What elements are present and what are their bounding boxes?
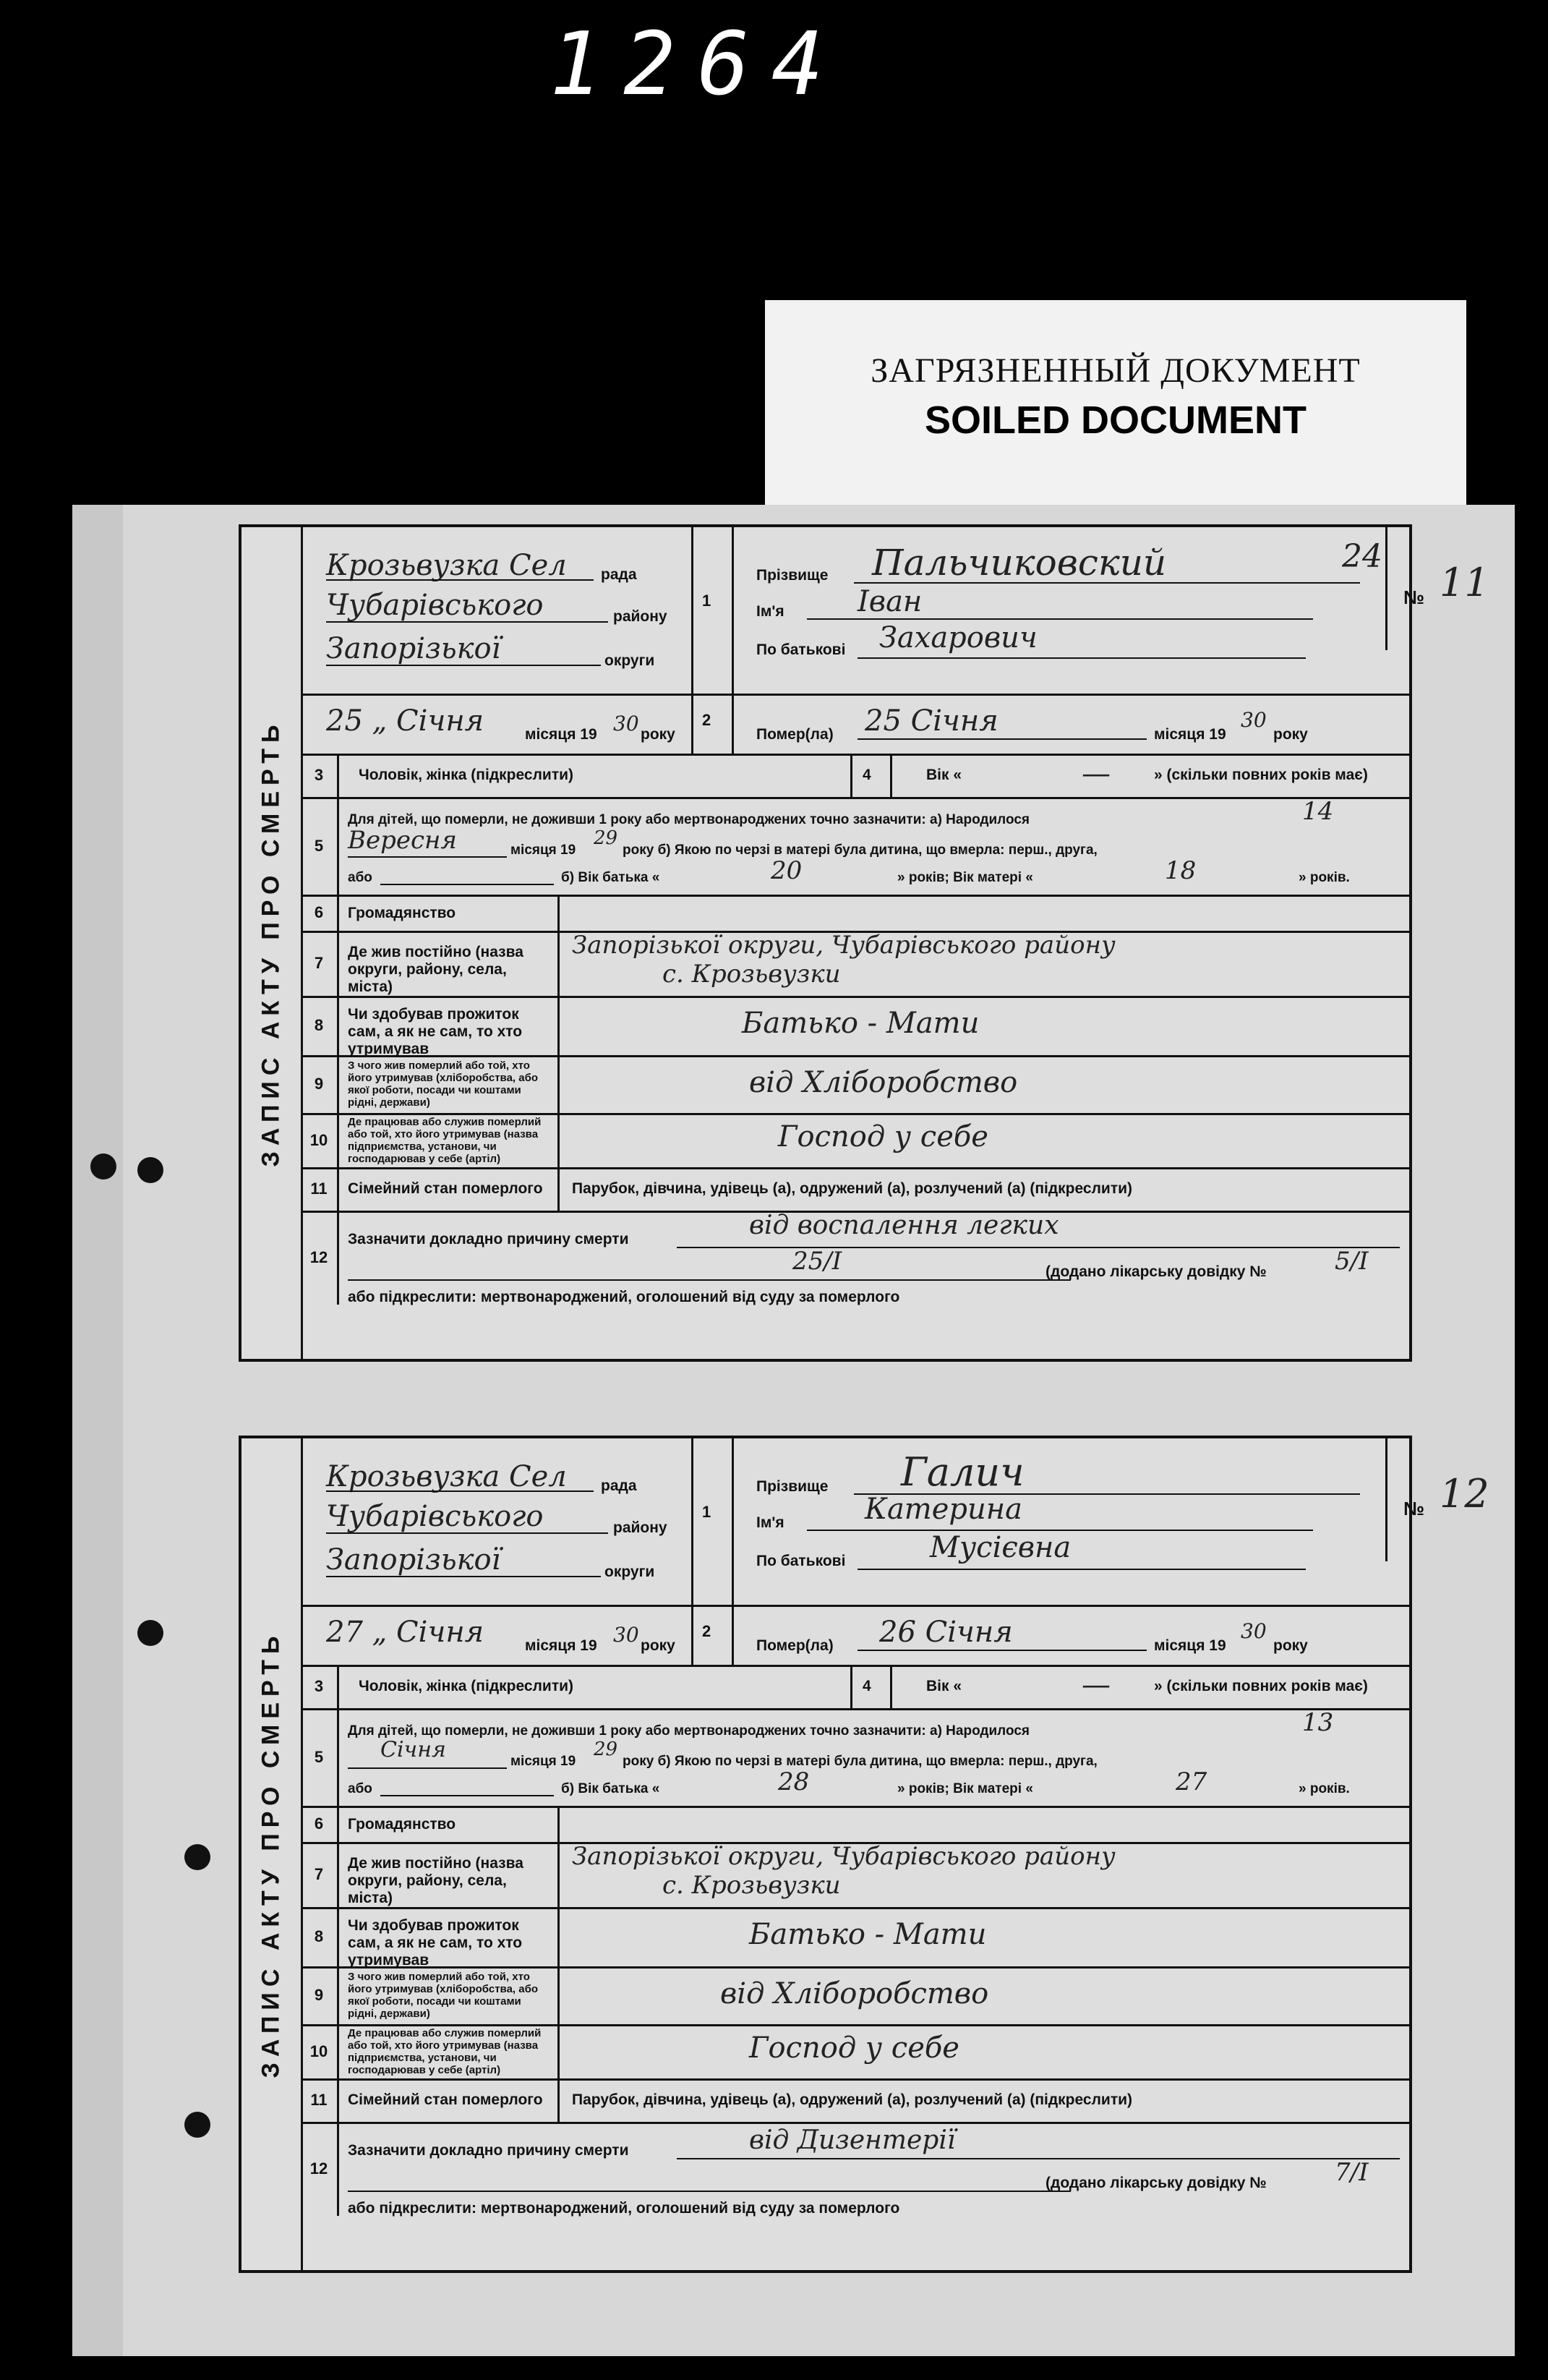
label-patronymic: По батькові (756, 641, 846, 658)
label-raion: району (613, 608, 667, 625)
punch-hole (184, 1844, 210, 1870)
born-month: Січня (380, 1737, 446, 1762)
certificate-number: 7/I (1335, 2158, 1369, 2187)
soiled-label-en: SOILED DOCUMENT (924, 398, 1307, 442)
row-citizenship: 6 Громадянство (301, 1806, 1409, 1844)
row-infant: 5 Для дітей, що померли, не доживши 1 року або мертвонароджених точно зазначити: а) Народилося 13 Січня місяця 19 29 року б) Якою по черзі в матері була дитина, що вмерла: перш., друга, або б) Вік батька « 28 » років; Вік матері « 27 » років. (301, 1708, 1409, 1808)
page-binding-edge (72, 505, 123, 2356)
row-infant: 5 Для дітей, що померли, не доживши 1 року або мертвонароджених точно зазначити: а) Народилося 14 Вересня місяця 19 29 року б) Якою по черзі в матері була дитина, що вмерла: перш., друга, або б) Вік батька « 20 » років; Вік матері « 18 » років. (301, 797, 1409, 897)
punch-hole (137, 1157, 163, 1183)
livelihood-value: від Хліборобство (720, 1977, 989, 2010)
row-marital: 11 Сімейний стан померлого Парубок, дівчина, удівець (а), одружений (а), розлучений (а) (підкреслити) (301, 1167, 1409, 1213)
residence-value: Запорізької округи, Чубарівського району (572, 1842, 1116, 1871)
label-record-no: № (1403, 587, 1424, 608)
soiled-document-label (765, 300, 1466, 510)
born-day: 13 (1302, 1708, 1334, 1737)
hw-entry-date: 25 „ Січня (326, 704, 484, 738)
name-value: Катерина (865, 1493, 1022, 1526)
punch-hole (90, 1153, 116, 1180)
label-died: Помер(ла) (756, 726, 834, 743)
punch-hole (184, 2112, 210, 2138)
born-month: Вересня (348, 826, 457, 855)
workplace-value: Господ у себе (749, 2031, 959, 2065)
record-number: 11 (1440, 560, 1489, 605)
hw-raion: Чубарівського (326, 589, 544, 622)
label-month: місяця 19 (525, 726, 597, 743)
hw-raion: Чубарівського (326, 1500, 544, 1533)
record-header: 1 2 Крозьвузка Сел рада Чубарівського району Запорізької округи 25 „ Січня місяця 19 30 року Прізвище Пальчиковский 24 Ім'я Іван По батькові Захарович № 11 Помер(ла) 25 Січня місяця 19 30 року (301, 527, 1409, 756)
label-surname: Прізвище (756, 567, 829, 584)
livelihood-value: від Хліборобство (749, 1066, 1018, 1099)
row-support: 8 Чи здобував прожиток сам, а як не сам, то хто утримував Батько - Мати (301, 996, 1409, 1057)
surname-value: Пальчиковский (872, 542, 1167, 584)
supported-by-value: Батько - Мати (742, 1007, 980, 1040)
age-value: — (1082, 757, 1111, 790)
father-age: 20 (771, 856, 803, 885)
surname-value: Галич (901, 1449, 1025, 1495)
supported-by-value: Батько - Мати (749, 1918, 987, 1951)
hw-okruha: Запорізької (326, 632, 501, 665)
cause-value: від Дизентерії (749, 2125, 956, 2155)
row-cause: 12 Зазначити докладно причину смерти від Дизентерії (додано лікарську довідку № 7/I або підкреслити: мертвонароджений, оголошений від суду за померлого (301, 2122, 1409, 2216)
hw-entry-date: 27 „ Січня (326, 1616, 484, 1649)
residence-value: Запорізької округи, Чубарівського району (572, 931, 1116, 960)
name-value: Іван (858, 585, 923, 618)
record-side-title: ЗАПИС АКТУ ПРО СМЕРТЬ (241, 1438, 303, 2270)
label-name: Ім'я (756, 603, 784, 620)
row-livelihood: 9 З чого жив померлий або той, хто його утримував (хліборобства, або якої роботи, посади чи коштами рідні, держави) від Хліборобство (301, 1055, 1409, 1115)
record-side-title: ЗАПИС АКТУ ПРО СМЕРТЬ (241, 527, 303, 1359)
mother-age: 18 (1165, 856, 1197, 885)
corner-mark: 24 (1342, 538, 1382, 575)
row-citizenship: 6 Громадянство (301, 895, 1409, 933)
row-residence: 7 Де жив постійно (назва округи, району, села, міста) Запорізької округи, Чубарівського району с. Крозьвузки (301, 1842, 1409, 1909)
record-header: 1 2 Крозьвузка Сел рада Чубарівського району Запорізької округи 27 „ Січня місяця 19 30 року Прізвище Галич Ім'я Катерина По батькові Мусієвна № 12 Помер(ла) 26 Січня місяця 19 30 року (301, 1438, 1409, 1667)
workplace-value: Господ у себе (778, 1120, 988, 1153)
row-marital: 11 Сімейний стан померлого Парубок, дівчина, удівець (а), одружений (а), розлучений (а) (підкреслити) (301, 2078, 1409, 2124)
patronymic-value: Захарович (879, 621, 1038, 654)
record-number: 12 (1440, 1471, 1489, 1517)
row-residence: 7 Де жив постійно (назва округи, району, села, міста) Запорізької округи, Чубарівського району с. Крозьвузки (301, 931, 1409, 998)
row-sex-age: 3 Чоловік, жінка (підкреслити) 4 Вік « — » (скільки повних років має) (301, 754, 1409, 799)
age-value: — (1082, 1668, 1111, 1702)
hw-rada: Крозьвузка Сел (326, 1460, 567, 1493)
label-sex: Чоловік, жінка (підкреслити) (359, 767, 574, 783)
row-workplace: 10 Де працював або служив померлий або той, хто його утримував (назва підприємства, установи, чи господарював у себе (артіл) Господ у себе (301, 2024, 1409, 2081)
born-day: 14 (1302, 797, 1334, 826)
label-year: року (641, 726, 675, 743)
punch-hole (137, 1620, 163, 1646)
certificate-number: 5/I (1335, 1247, 1369, 1276)
archive-number: 1264 (550, 14, 845, 115)
mother-age: 27 (1176, 1767, 1207, 1796)
label-age: Вік « (926, 767, 962, 783)
row-cause: 12 Зазначити докладно причину смерти від воспалення легких 25/I (додано лікарську довідку № 5/I або підкреслити: мертвонароджений, оголошений від суду за померлого (301, 1211, 1409, 1305)
death-record-12 (239, 1436, 1489, 2273)
soiled-label-ru: ЗАГРЯЗНЕННЫЙ ДОКУМЕНТ (871, 351, 1361, 390)
hw-okruha: Запорізької (326, 1543, 501, 1577)
died-date-value: 26 Січня (879, 1616, 1013, 1649)
died-date-value: 25 Січня (865, 704, 998, 738)
patronymic-value: Мусієвна (930, 1531, 1072, 1564)
row-sex-age: 3 Чоловік, жінка (підкреслити) 4 Вік « — » (скільки повних років має) (301, 1665, 1409, 1710)
death-record-11 (239, 524, 1489, 1362)
label-okruha: округи (604, 652, 655, 669)
cause-value: від воспалення легких (749, 1211, 1059, 1240)
row-support: 8 Чи здобував прожиток сам, а як не сам, то хто утримував Батько - Мати (301, 1907, 1409, 1969)
label-rada: рада (601, 566, 637, 583)
father-age: 28 (778, 1767, 810, 1796)
row-workplace: 10 Де працював або служив померлий або той, хто його утримував (назва підприємства, установи, чи господарював у себе (артіл) Господ у себе (301, 1113, 1409, 1169)
hw-rada: Крозьвузка Сел (326, 549, 567, 582)
row-livelihood: 9 З чого жив померлий або той, хто його утримував (хліборобства, або якої роботи, посади чи коштами рідні, держави) від Хліборобство (301, 1966, 1409, 2026)
